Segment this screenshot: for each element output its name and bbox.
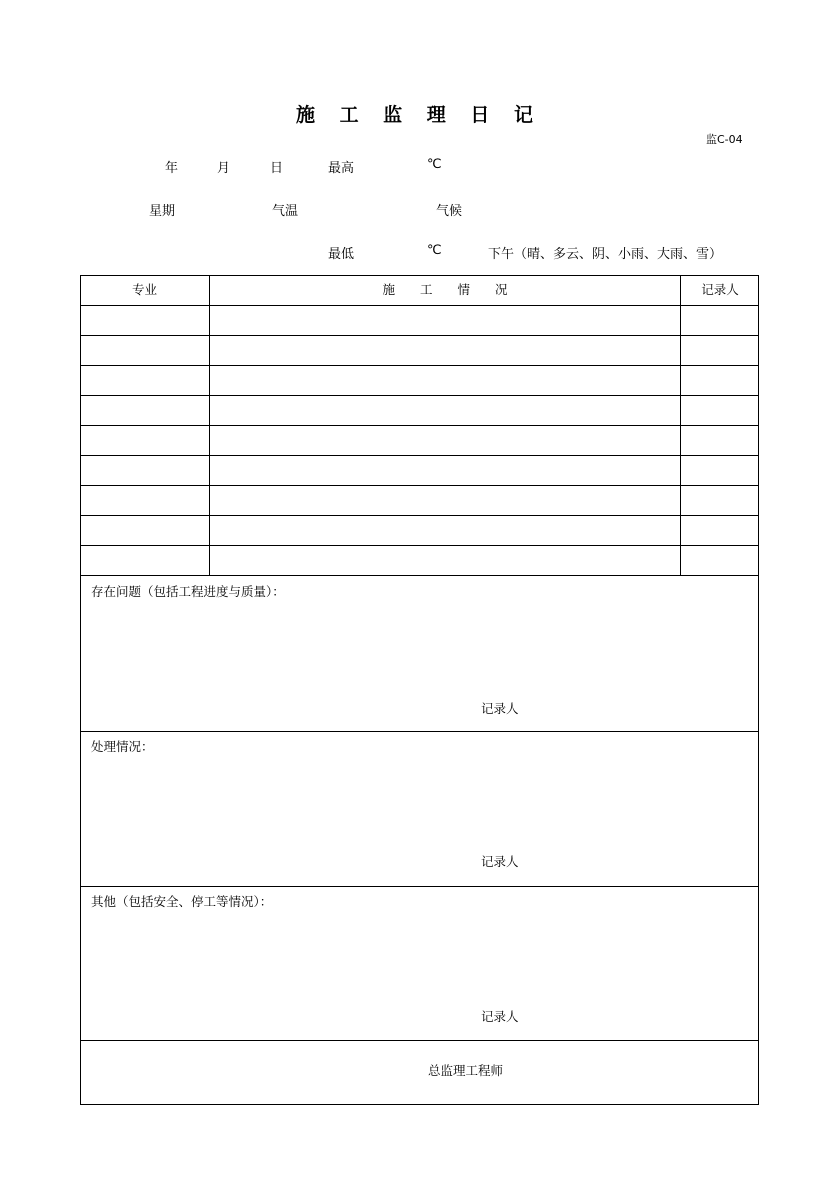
cell-recorder[interactable] bbox=[681, 456, 759, 486]
problems-section-label: 存在问题（包括工程进度与质量）： bbox=[91, 584, 285, 599]
cell-construction-status[interactable] bbox=[210, 306, 680, 336]
afternoon-weather-options: 下午（晴、多云、阴、小雨、大雨、雪） bbox=[488, 247, 723, 262]
construction-table bbox=[80, 275, 759, 576]
header-specialty: 专业 bbox=[131, 282, 157, 297]
table-row bbox=[80, 545, 759, 576]
cell-construction-status[interactable] bbox=[210, 336, 680, 366]
handling-section-label: 处理情况： bbox=[91, 739, 154, 754]
cell-recorder[interactable] bbox=[681, 426, 759, 456]
chief-engineer-label: 总监理工程师 bbox=[428, 1063, 504, 1078]
cell-specialty[interactable] bbox=[80, 366, 209, 396]
cell-construction-status[interactable] bbox=[210, 366, 680, 396]
cell-specialty[interactable] bbox=[80, 456, 209, 486]
table-row bbox=[80, 365, 759, 396]
cell-construction-status[interactable] bbox=[210, 396, 680, 426]
other-recorder-label: 记录人 bbox=[481, 1009, 519, 1024]
section-divider bbox=[80, 575, 759, 576]
section-divider bbox=[80, 886, 759, 887]
table-row bbox=[80, 455, 759, 486]
cell-recorder[interactable] bbox=[681, 516, 759, 546]
month-label: 月 bbox=[217, 161, 231, 176]
cell-construction-status[interactable] bbox=[210, 516, 680, 546]
cell-construction-status[interactable] bbox=[210, 486, 680, 516]
cell-recorder[interactable] bbox=[681, 306, 759, 336]
table-row bbox=[80, 515, 759, 546]
table-row bbox=[80, 485, 759, 516]
temperature-label: 气温 bbox=[272, 204, 299, 219]
table-row bbox=[80, 395, 759, 426]
handling-recorder-label: 记录人 bbox=[481, 854, 519, 869]
page-title: 施 工 监 理 日 记 bbox=[295, 104, 543, 126]
day-label: 日 bbox=[270, 161, 284, 176]
celsius-unit-low: ℃ bbox=[427, 243, 442, 258]
section-divider bbox=[80, 1040, 759, 1041]
table-row bbox=[80, 335, 759, 366]
cell-recorder[interactable] bbox=[681, 366, 759, 396]
cell-specialty[interactable] bbox=[80, 516, 209, 546]
celsius-unit-high: ℃ bbox=[427, 157, 442, 172]
header-construction-status: 施 工 情 况 bbox=[382, 282, 508, 297]
cell-recorder[interactable] bbox=[681, 396, 759, 426]
table-row bbox=[80, 425, 759, 456]
table-header-row bbox=[80, 275, 759, 305]
highest-temp-label: 最高 bbox=[328, 161, 355, 176]
cell-specialty[interactable] bbox=[80, 426, 209, 456]
cell-specialty[interactable] bbox=[80, 306, 209, 336]
cell-recorder[interactable] bbox=[681, 486, 759, 516]
cell-recorder[interactable] bbox=[681, 336, 759, 366]
table-row bbox=[80, 305, 759, 336]
form-code: 监C-04 bbox=[706, 133, 743, 146]
weather-label: 气候 bbox=[436, 204, 463, 219]
cell-construction-status[interactable] bbox=[210, 426, 680, 456]
cell-specialty[interactable] bbox=[80, 336, 209, 366]
header-recorder: 记录人 bbox=[701, 282, 739, 297]
cell-specialty[interactable] bbox=[80, 546, 209, 576]
problems-recorder-label: 记录人 bbox=[481, 701, 519, 716]
year-label: 年 bbox=[165, 161, 179, 176]
lowest-temp-label: 最低 bbox=[328, 247, 355, 262]
section-divider bbox=[80, 731, 759, 732]
weekday-label: 星期 bbox=[149, 204, 176, 219]
cell-specialty[interactable] bbox=[80, 486, 209, 516]
cell-construction-status[interactable] bbox=[210, 456, 680, 486]
cell-construction-status[interactable] bbox=[210, 546, 680, 576]
other-section-label: 其他（包括安全、停工等情况）： bbox=[91, 894, 273, 909]
cell-specialty[interactable] bbox=[80, 396, 209, 426]
cell-recorder[interactable] bbox=[681, 546, 759, 576]
